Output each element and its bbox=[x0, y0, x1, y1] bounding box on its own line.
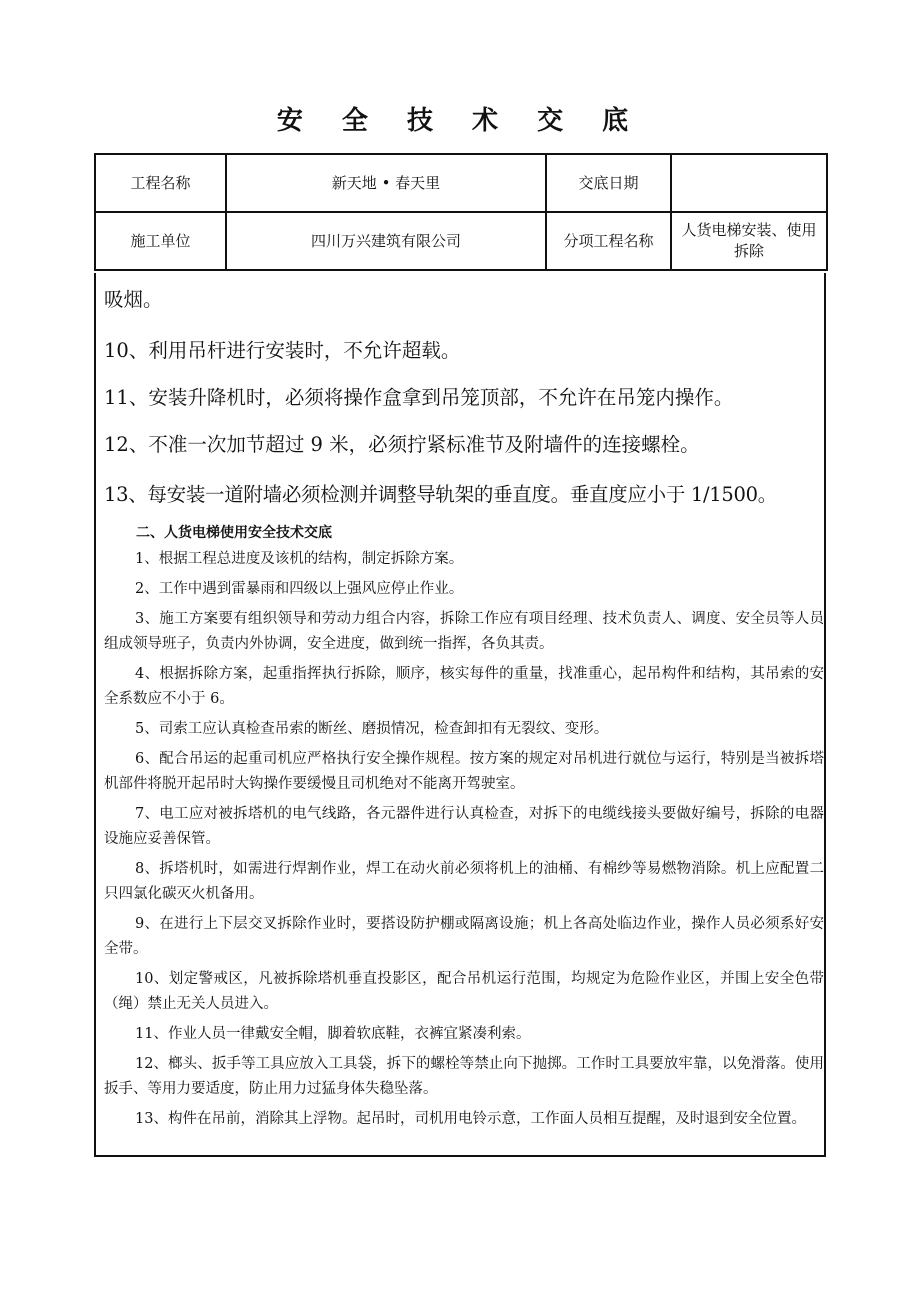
list-item: 4、根据拆除方案，起重指挥执行拆除，顺序，核实每件的重量，找准重心，起吊构件和结构，其吊索的安全系数应不小于 6。 bbox=[104, 666, 824, 707]
list-item: 9、在进行上下层交叉拆除作业时，要搭设防护棚或隔离设施；机上各高处临边作业，操作人员必须系好安全带。 bbox=[104, 916, 824, 957]
list-item: 13、构件在吊前，消除其上浮物。起吊时，司机用电铃示意，工作面人员相互提醒，及时退到安全位置。 bbox=[135, 1111, 806, 1127]
header-row-2 bbox=[95, 212, 827, 270]
project-name-value: 新天地 • 春天里 bbox=[226, 154, 546, 212]
contractor-value: 四川万兴建筑有限公司 bbox=[226, 212, 546, 270]
list-item: 2、工作中遇到雷暴雨和四级以上强风应停止作业。 bbox=[135, 581, 464, 597]
list-item: 11、作业人员一律戴安全帽，脚着软底鞋，衣裤宜紧凑利索。 bbox=[135, 1026, 531, 1042]
section-heading: 二、人货电梯使用安全技术交底 bbox=[136, 525, 332, 541]
document-title: 安 全 技 术 交 底 bbox=[276, 106, 644, 136]
section-items bbox=[104, 547, 824, 1137]
list-item: 5、司索工应认真检查吊索的断丝、磨损情况，检查卸扣有无裂纹、变形。 bbox=[135, 721, 609, 737]
list-item: 6、配合吊运的起重司机应严格执行安全操作规程。按方案的规定对吊机进行就位与运行，特别是当被拆塔机部件将脱开起吊时大钩操作要缓慢且司机绝对不能离开驾驶室。 bbox=[104, 751, 824, 792]
continued-line: 11、安装升降机时，必须将操作盒拿到吊笼顶部，不允许在吊笼内操作。 bbox=[104, 386, 734, 409]
list-item: 12、榔头、扳手等工具应放入工具袋，拆下的螺栓等禁止向下抛掷。工作时工具要放牢靠，以免滑落。使用扳手、等用力要适度，防止用力过猛身体失稳坠落。 bbox=[104, 1056, 824, 1097]
continued-line: 13、每安装一道附墙必须检测并调整导轨架的垂直度。垂直度应小于 1/1500。 bbox=[104, 483, 777, 506]
list-item: 7、电工应对被拆塔机的电气线路，各元器件进行认真检查，对拆下的电缆线接头要做好编号，拆除的电器设施应妥善保管。 bbox=[104, 806, 824, 847]
date-value bbox=[671, 154, 827, 212]
project-name-label: 工程名称 bbox=[95, 154, 226, 212]
list-item: 1、根据工程总进度及该机的结构，制定拆除方案。 bbox=[135, 551, 464, 567]
continued-line: 12、不准一次加节超过 9 米，必须拧紧标准节及附墙件的连接螺栓。 bbox=[104, 433, 700, 456]
list-item: 10、划定警戒区，凡被拆除塔机垂直投影区，配合吊机运行范围，均规定为危险作业区，并围上安全色带（绳）禁止无关人员进入。 bbox=[104, 971, 824, 1012]
subproject-value: 人货电梯安装、使用拆除 bbox=[671, 212, 827, 270]
continued-line: 吸烟。 bbox=[104, 288, 163, 311]
contractor-label: 施工单位 bbox=[95, 212, 226, 270]
date-label: 交底日期 bbox=[546, 154, 671, 212]
list-item: 8、拆塔机时，如需进行焊割作业，焊工在动火前必须将机上的油桶、有棉纱等易燃物消除。机上应配置二只四氯化碳灭火机备用。 bbox=[104, 861, 824, 902]
header-row-1 bbox=[95, 154, 827, 212]
header-table bbox=[94, 153, 828, 271]
subproject-label: 分项工程名称 bbox=[546, 212, 671, 270]
list-item: 3、施工方案要有组织领导和劳动力组合内容，拆除工作应有项目经理、技术负责人、调度、安全员等人员组成领导班子，负责内外协调，安全进度，做到统一指挥，各负其责。 bbox=[104, 611, 824, 652]
continued-line: 10、利用吊杆进行安装时，不允许超载。 bbox=[104, 339, 461, 362]
